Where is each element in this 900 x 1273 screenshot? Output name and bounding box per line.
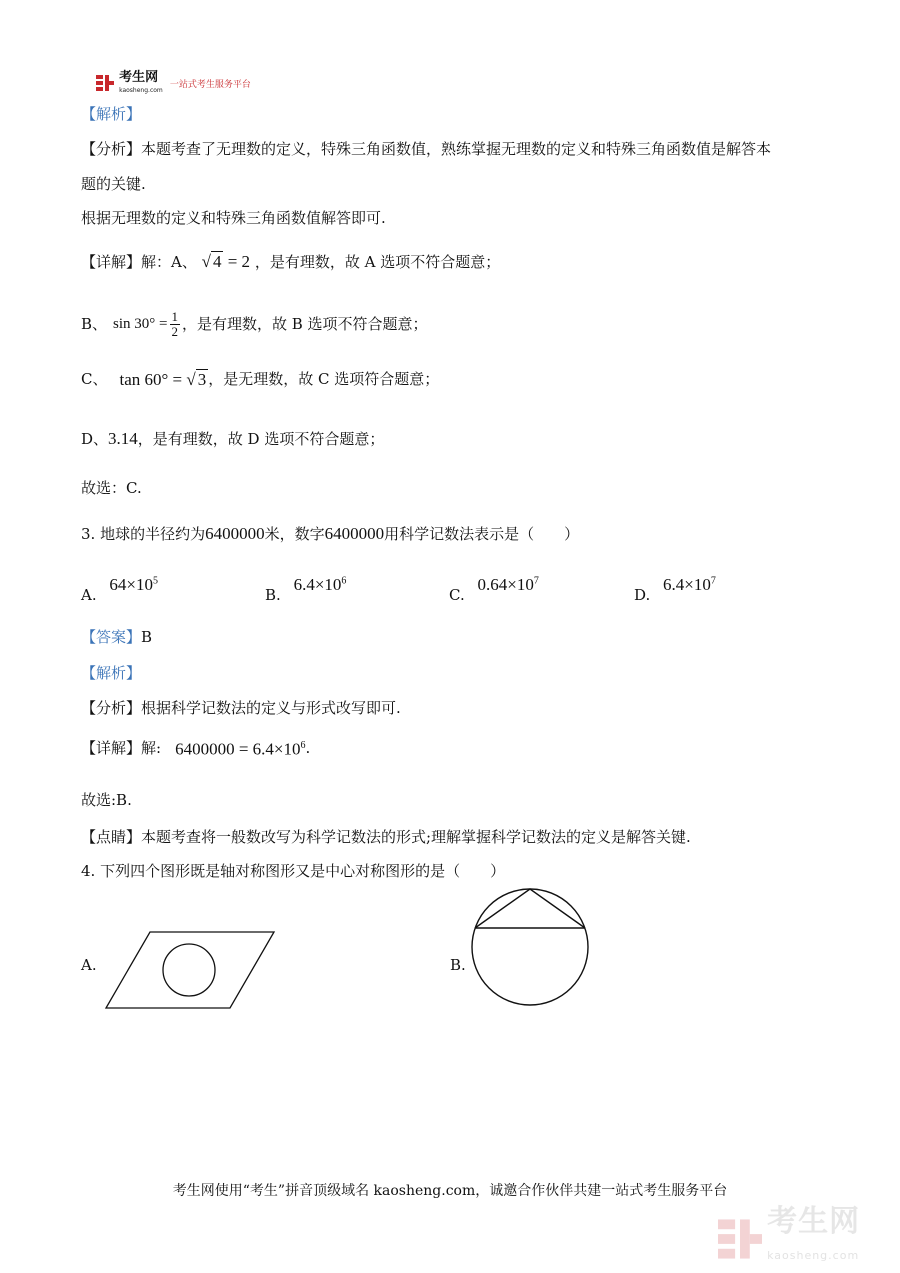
watermark-logo-icon bbox=[718, 1217, 762, 1261]
q2-jiexi-tag: 【解析】 bbox=[81, 105, 142, 123]
q3-option-c bbox=[449, 571, 539, 604]
q3-stem-a: 3. 地球的半径约为 bbox=[81, 525, 206, 543]
q2-b-numerator: 1 bbox=[171, 308, 178, 324]
q4-figure-a-parallelogram-circle bbox=[100, 926, 280, 1012]
q2-b-fraction bbox=[170, 310, 181, 339]
q2-b-prefix: B、 bbox=[81, 315, 108, 333]
q3-fenxi: 【分析】根据科学记数法的定义与形式改写即可. bbox=[81, 699, 401, 717]
q3-option-a-exp: 5 bbox=[152, 575, 158, 586]
q2-c-math-text: tan 60° = bbox=[119, 369, 187, 389]
q2-b-denominator: 2 bbox=[171, 323, 178, 339]
q4-figure-b-circle-triangle bbox=[467, 884, 593, 1010]
q3-option-b bbox=[265, 571, 347, 604]
q4-option-b-label: B. bbox=[450, 956, 466, 974]
watermark-name: 考生网 bbox=[767, 1204, 861, 1239]
kaosheng-logo-icon bbox=[96, 74, 114, 92]
q3-option-d bbox=[634, 571, 716, 604]
q2-detail-d bbox=[81, 429, 384, 449]
q2-a-math: √ 4 = 2 bbox=[201, 252, 251, 271]
q4-stem: 4. 下列四个图形既是轴对称图形又是中心对称图形的是（ ） bbox=[81, 862, 506, 880]
q2-detail-a bbox=[81, 251, 500, 272]
watermark bbox=[718, 1204, 861, 1270]
q3-option-d-label: D. bbox=[634, 585, 651, 604]
q3-option-c-base: 0.64×10 bbox=[477, 574, 534, 594]
q3-detail bbox=[81, 736, 310, 760]
q2-detail-c bbox=[81, 364, 439, 394]
q2-fenxi-line-2: 题的关键. bbox=[81, 175, 146, 193]
q3-stem-num1: 6400000 bbox=[205, 524, 265, 543]
q2-detail-prefix: 【详解】解：A、 bbox=[81, 253, 197, 271]
q3-option-a-base: 64×10 bbox=[109, 574, 153, 594]
q3-option-d-exp: 7 bbox=[710, 575, 716, 586]
q3-answer-value: B bbox=[141, 628, 153, 646]
q2-a-math-rest: = 2 bbox=[223, 252, 251, 271]
q2-d-prefix: D、 bbox=[81, 430, 109, 448]
header-logo bbox=[96, 71, 251, 93]
q3-answer-tag: 【答案】 bbox=[81, 628, 142, 646]
logo-name: 考生网 bbox=[119, 70, 159, 85]
q3-jiexi-tag: 【解析】 bbox=[81, 664, 142, 682]
header-slogan: 一站式考生服务平台 bbox=[169, 79, 251, 90]
q2-c-radicand: 3 bbox=[197, 369, 207, 389]
q3-detail-end: . bbox=[305, 738, 311, 757]
q2-c-prefix: C、 bbox=[81, 370, 108, 388]
q2-fenxi-line-1: 【分析】本题考查了无理数的定义，特殊三角函数值，熟练掌握无理数的定义和特殊三角函数值是解答本 bbox=[81, 140, 772, 158]
q2-b-math: sin 30° = bbox=[113, 316, 168, 332]
q2-c-math: tan 60° = √ 3 bbox=[119, 369, 207, 389]
q3-detail-exp: 6 bbox=[300, 740, 306, 751]
q3-stem-num2: 6400000 bbox=[324, 524, 385, 543]
q4-option-a-label: A. bbox=[81, 956, 97, 974]
q3-option-b-base: 6.4×10 bbox=[293, 574, 342, 594]
q3-option-a-label: A. bbox=[81, 585, 97, 604]
q3-option-c-exp: 7 bbox=[533, 575, 539, 586]
q3-stem-b: 米，数字 bbox=[264, 525, 325, 543]
watermark-domain: kaosheng.com bbox=[767, 1249, 860, 1262]
q3-stem bbox=[81, 524, 579, 544]
q2-d-suffix: ，是有理数，故 D 选项不符合题意； bbox=[137, 430, 385, 448]
q3-option-b-exp: 6 bbox=[341, 575, 347, 586]
q2-fenxi-line-3: 根据无理数的定义和特殊三角函数值解答即可. bbox=[81, 209, 386, 227]
q2-answer-line: 故选：C. bbox=[81, 479, 142, 497]
q2-a-radicand: 4 bbox=[212, 252, 222, 271]
q4-figure-b-circle bbox=[472, 889, 588, 1005]
q3-option-d-value bbox=[663, 575, 716, 594]
q4-figure-b-triangle bbox=[475, 889, 585, 928]
q3-option-b-label: B. bbox=[265, 585, 281, 604]
q3-option-a bbox=[81, 571, 158, 604]
page-footer: 考生网使用“考生”拼音顶级域名 kaosheng.com，诚邀合作伙伴共建一站式考生服务平台 bbox=[172, 1183, 728, 1199]
q2-d-math: 3.14 bbox=[108, 429, 138, 448]
q3-dianjing: 【点睛】本题考查将一般数改写为科学记数法的形式;理解掌握科学记数法的定义是解答关键. bbox=[81, 828, 691, 846]
q4-figure-a-circle bbox=[163, 944, 215, 996]
q3-option-c-label: C. bbox=[449, 585, 465, 604]
q3-option-b-value bbox=[294, 575, 347, 594]
q3-detail-prefix: 【详解】解: bbox=[81, 738, 162, 757]
q2-a-suffix: ，是有理数，故 A 选项不符合题意； bbox=[254, 253, 501, 271]
q3-option-a-value bbox=[109, 575, 158, 594]
q2-detail-b bbox=[81, 307, 428, 341]
q3-answer-line: 故选:B. bbox=[81, 791, 132, 809]
q3-answer bbox=[81, 627, 152, 647]
logo-domain: kaosheng.com bbox=[119, 87, 163, 94]
q3-detail-math-text: 6400000 = 6.4×10 bbox=[175, 739, 301, 759]
q2-c-suffix: ，是无理数，故 C 选项符合题意； bbox=[208, 370, 440, 388]
q3-option-c-value bbox=[478, 575, 539, 594]
q2-b-suffix: ，是有理数，故 B 选项不符合题意； bbox=[182, 315, 428, 333]
q3-detail-math bbox=[175, 736, 305, 760]
q3-stem-c: 用科学记数法表示是（ ） bbox=[384, 525, 580, 543]
q3-option-d-base: 6.4×10 bbox=[663, 574, 711, 594]
